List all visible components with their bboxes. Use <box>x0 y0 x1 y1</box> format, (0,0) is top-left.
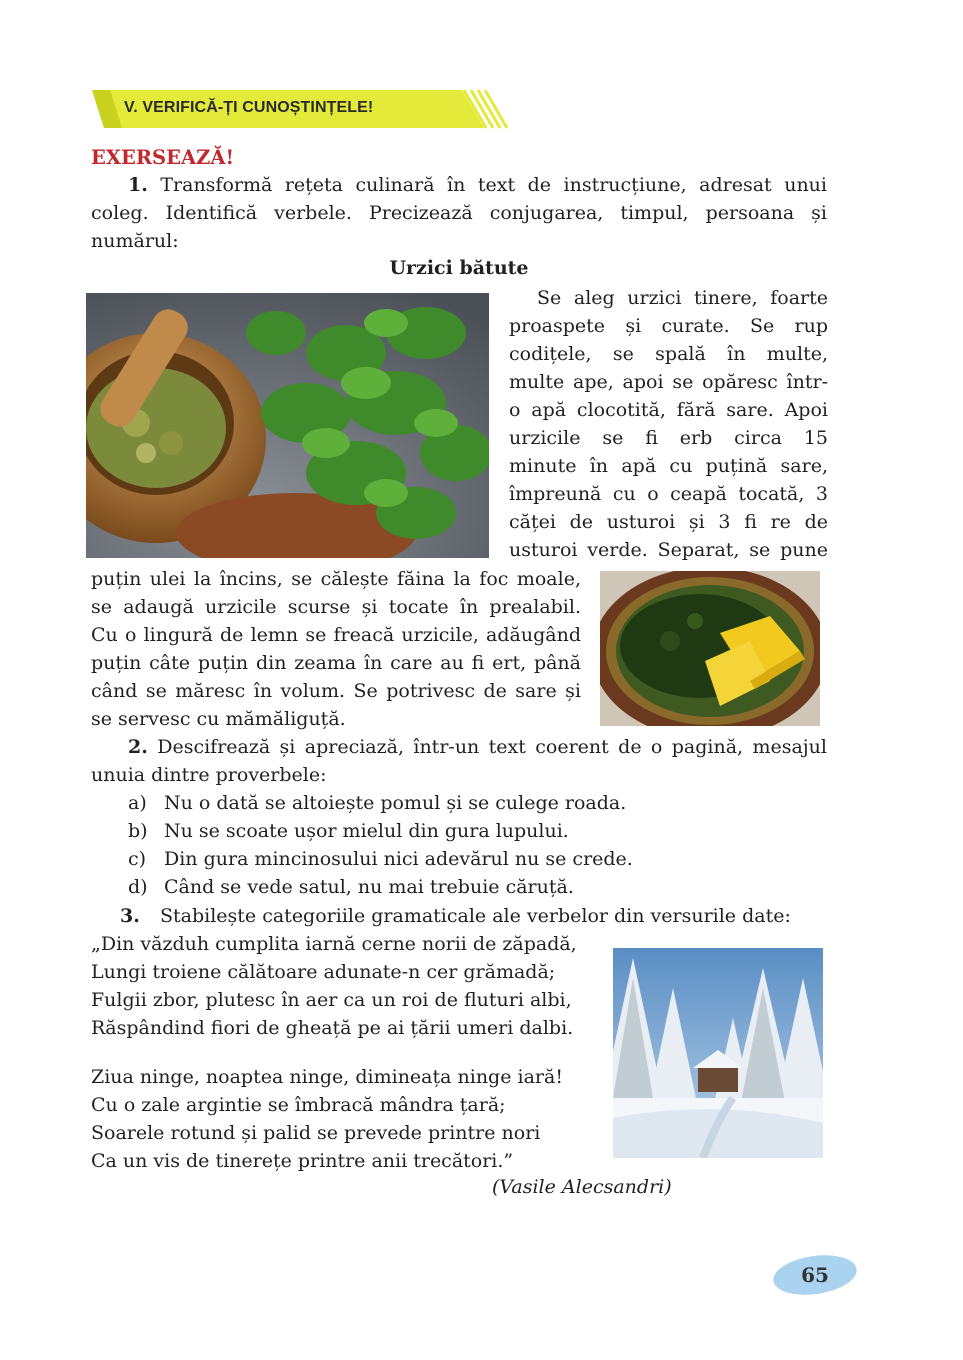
banner-title: V. VERIFICĂ-ȚI CUNOȘTINȚELE! <box>124 99 374 116</box>
proverb-label: c) <box>128 848 147 870</box>
poem-verse: Cu o zale argintie se îmbracă mândra țară; <box>91 1094 506 1116</box>
poem-verse: Răspândind fiori de gheață pe ai țării umeri dalbi. <box>91 1017 574 1039</box>
proverb-item <box>128 845 633 873</box>
section-banner <box>92 88 512 130</box>
proverb-label: b) <box>128 820 148 842</box>
poem-verse: Soarele rotund și palid se prevede printre nori <box>91 1122 541 1144</box>
poem-verse: „Din văzduh cumplita iarnă cerne norii de zăpadă, <box>91 933 577 955</box>
recipe-line: multe ape, apoi se opăresc într- <box>509 371 828 393</box>
dish-photo <box>600 571 820 726</box>
poem-verse: Fulgii zbor, plutesc în aer ca un roi de fluturi albi, <box>91 989 572 1011</box>
recipe-line: usturoi verde. Separat, se pune <box>509 539 828 561</box>
recipe-text-left <box>91 565 581 733</box>
poem-verse: Ziua ninge, noaptea ninge, dimineața ninge iară! <box>91 1066 563 1088</box>
dish-illustration <box>600 571 820 726</box>
recipe-line: Cu o lingură de lemn se freacă urzicile, adăugând <box>91 624 581 646</box>
page-number-badge <box>772 1252 858 1298</box>
proverb-label: d) <box>128 876 148 898</box>
recipe-title: Urzici bătute <box>389 257 529 279</box>
recipe-line: Se aleg urzici tinere, foarte <box>537 287 828 309</box>
poem-stanza-1 <box>91 930 577 1042</box>
recipe-line: se servesc cu mămăliguță. <box>91 708 346 730</box>
poem-verse: Ca un vis de tinerețe printre anii trecători.” <box>91 1150 514 1172</box>
task-3-number: 3. <box>120 905 140 927</box>
task-2-text <box>91 733 827 789</box>
recipe-line: împreună cu o ceapă tocată, 3 <box>509 483 828 505</box>
exercise-heading: EXERSEAZĂ! <box>91 146 235 169</box>
nettle-illustration <box>86 293 489 558</box>
proverb-text: Când se vede satul, nu mai trebuie căruță. <box>164 876 574 898</box>
proverb-item <box>128 873 574 901</box>
recipe-line: urzicile se fi erb circa 15 <box>509 427 828 449</box>
recipe-line: căței de usturoi și 3 fi re de <box>509 511 828 533</box>
proverb-text: Nu o dată se altoiește pomul și se culege roada. <box>164 792 627 814</box>
task-1-text <box>91 171 827 255</box>
proverb-text: Din gura mincinosului nici adevărul nu se crede. <box>164 848 633 870</box>
recipe-line: puțin câte puțin din zeama în care au fi ert, până <box>91 652 581 674</box>
nettle-photo <box>86 293 489 558</box>
task-1-line: numărul: <box>91 230 179 252</box>
task-1-line: coleg. Identifică verbele. Precizează conjugarea, timpul, persoana și <box>91 202 827 224</box>
recipe-line: minute în apă cu puțină sare, <box>509 455 828 477</box>
page-number: 65 <box>801 1263 829 1287</box>
task-1-number: 1. <box>128 174 148 196</box>
task-2-line: unuia dintre proverbele: <box>91 764 327 786</box>
recipe-line: o apă clocotită, fără sare. Apoi <box>509 399 828 421</box>
proverb-text: Nu se scoate ușor mielul din gura lupului. <box>164 820 569 842</box>
task-1-line: Transformă rețeta culinară în text de instrucțiune, adresat unui <box>160 174 827 196</box>
task-2-line: Descifrează și apreciază, într-un text coerent de o pagină, mesajul <box>157 736 827 758</box>
winter-illustration <box>613 948 823 1158</box>
task-3-line: Stabilește categoriile gramaticale ale verbelor din versurile date: <box>160 905 791 927</box>
recipe-line: codițele, se spală în multe, <box>509 343 828 365</box>
poem-verse: Lungi troiene călătoare adunate-n cer grămadă; <box>91 961 556 983</box>
task-3-text <box>120 902 791 930</box>
poem-author: (Vasile Alecsandri) <box>492 1176 672 1198</box>
proverb-label: a) <box>128 792 147 814</box>
proverb-item <box>128 817 569 845</box>
recipe-line: se adaugă urzicile scurse și tocate în prealabil. <box>91 596 581 618</box>
recipe-line: puțin ulei la încins, se călește făina la foc moale, <box>91 568 581 590</box>
task-2-number: 2. <box>128 736 148 758</box>
proverb-item <box>128 789 626 817</box>
recipe-line: proaspete și curate. Se rup <box>509 315 828 337</box>
recipe-text-right <box>509 284 828 564</box>
poem-stanza-2 <box>91 1063 563 1175</box>
recipe-line: când se măresc în volum. Se potrivesc de sare și <box>91 680 581 702</box>
winter-photo <box>613 948 823 1158</box>
